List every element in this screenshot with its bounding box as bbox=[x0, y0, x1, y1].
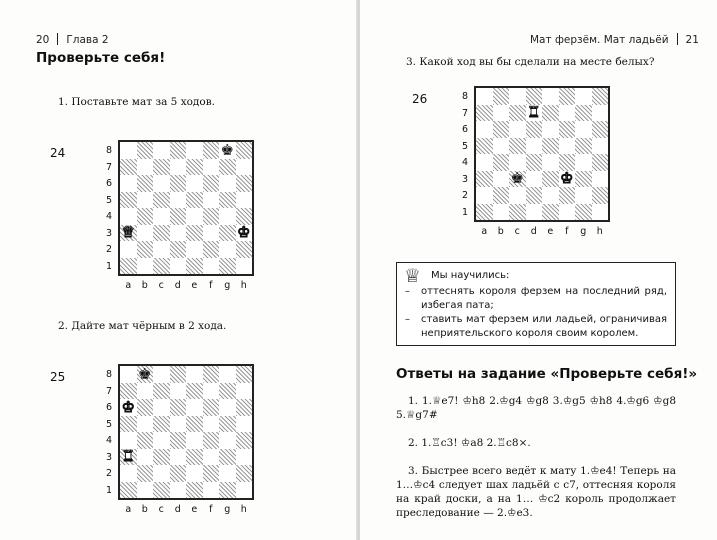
board-square bbox=[153, 225, 170, 242]
board-square bbox=[137, 465, 154, 482]
file-label: h bbox=[596, 226, 603, 237]
white-king-icon: ♚ bbox=[121, 397, 135, 416]
board-square bbox=[153, 482, 170, 499]
left-page bbox=[0, 0, 357, 540]
right-header bbox=[530, 33, 699, 46]
board-square bbox=[137, 258, 154, 275]
rank-label: 7 bbox=[461, 107, 469, 119]
board-square bbox=[236, 175, 253, 192]
board-square bbox=[236, 208, 253, 225]
board-square bbox=[186, 241, 203, 258]
board-square bbox=[120, 465, 137, 482]
file-label: g bbox=[224, 280, 231, 291]
board-square bbox=[509, 138, 526, 155]
board-square bbox=[493, 105, 510, 122]
board-square bbox=[153, 175, 170, 192]
board-square bbox=[170, 366, 187, 383]
learned-item bbox=[405, 313, 667, 340]
board-square bbox=[203, 383, 220, 400]
board-square bbox=[137, 449, 154, 466]
file-label: g bbox=[580, 226, 587, 237]
board-square bbox=[186, 159, 203, 176]
board-square bbox=[153, 383, 170, 400]
board-square bbox=[170, 449, 187, 466]
board-square bbox=[203, 399, 220, 416]
board-square bbox=[153, 142, 170, 159]
board-square bbox=[170, 175, 187, 192]
board-square bbox=[476, 138, 493, 155]
board-square bbox=[575, 88, 592, 105]
white-king-icon: ♚ bbox=[237, 223, 251, 242]
rank-label: 1 bbox=[461, 206, 469, 218]
rank-label: 6 bbox=[461, 124, 469, 135]
file-label: f bbox=[565, 226, 569, 237]
board-square bbox=[236, 416, 253, 433]
board-square bbox=[186, 482, 203, 499]
board-square bbox=[219, 416, 236, 433]
board-square bbox=[219, 482, 236, 499]
board-square bbox=[170, 399, 187, 416]
board-square bbox=[493, 121, 510, 138]
board-square bbox=[592, 121, 609, 138]
board-square bbox=[170, 416, 187, 433]
board-square bbox=[559, 138, 576, 155]
rank-label: 2 bbox=[461, 190, 469, 201]
board-square bbox=[476, 187, 493, 204]
rank-label: 5 bbox=[461, 140, 469, 152]
board-square bbox=[236, 465, 253, 482]
board-square bbox=[559, 121, 576, 138]
board-square bbox=[120, 175, 137, 192]
board-square bbox=[575, 171, 592, 188]
file-label: d bbox=[530, 226, 537, 237]
board-square bbox=[137, 142, 154, 159]
page-number-left: 20 bbox=[36, 34, 50, 46]
file-label: a bbox=[125, 280, 132, 291]
page-number-right: 21 bbox=[685, 34, 699, 46]
board-square bbox=[219, 225, 236, 242]
board-square bbox=[120, 142, 137, 159]
file-label: b bbox=[141, 504, 148, 515]
board-square bbox=[137, 432, 154, 449]
board-square bbox=[559, 187, 576, 204]
board-square bbox=[170, 482, 187, 499]
board-square bbox=[153, 465, 170, 482]
rank-label: 8 bbox=[105, 145, 113, 156]
board-square bbox=[476, 88, 493, 105]
diagram-number-25: 25 bbox=[50, 370, 66, 384]
rank-label: 3 bbox=[461, 173, 469, 185]
board-square bbox=[203, 482, 220, 499]
file-label: d bbox=[174, 280, 181, 291]
board-square bbox=[526, 204, 543, 221]
board-square bbox=[186, 192, 203, 209]
board-square bbox=[509, 154, 526, 171]
board-square bbox=[120, 241, 137, 258]
board-square bbox=[526, 88, 543, 105]
rank-label: 3 bbox=[105, 227, 113, 239]
board-square bbox=[592, 138, 609, 155]
file-label: e bbox=[191, 280, 198, 291]
board-square bbox=[219, 258, 236, 275]
rank-label: 4 bbox=[105, 211, 113, 222]
file-label: b bbox=[497, 226, 504, 237]
board-square bbox=[186, 225, 203, 242]
board-square bbox=[542, 154, 559, 171]
board-square bbox=[203, 416, 220, 433]
board-square bbox=[203, 225, 220, 242]
white-rook-icon: ♜ bbox=[121, 447, 135, 466]
board-square bbox=[236, 449, 253, 466]
rank-label: 2 bbox=[105, 468, 113, 479]
file-label: f bbox=[209, 504, 213, 515]
learned-box bbox=[396, 262, 676, 346]
board-square bbox=[186, 383, 203, 400]
board-square bbox=[219, 399, 236, 416]
board-square bbox=[137, 225, 154, 242]
white-king-icon: ♚ bbox=[560, 169, 574, 188]
rank-label: 5 bbox=[105, 194, 113, 206]
rank-label: 4 bbox=[461, 157, 469, 168]
right-page bbox=[360, 0, 717, 540]
board-square bbox=[476, 204, 493, 221]
board-square bbox=[137, 175, 154, 192]
section-title: Проверьте себя! bbox=[36, 50, 166, 66]
diagram-number-24: 24 bbox=[50, 146, 66, 160]
board-square bbox=[153, 399, 170, 416]
board-square bbox=[559, 204, 576, 221]
board-square bbox=[592, 204, 609, 221]
board-square bbox=[509, 88, 526, 105]
rank-label: 7 bbox=[105, 385, 113, 397]
board-square bbox=[219, 383, 236, 400]
answer-text: 2. 1.♖c3! ♔a8 2.♖c8×. bbox=[408, 437, 531, 449]
board-square bbox=[526, 121, 543, 138]
board-square bbox=[476, 121, 493, 138]
board-square bbox=[542, 105, 559, 122]
board-square bbox=[476, 154, 493, 171]
board-square bbox=[153, 159, 170, 176]
board-square bbox=[592, 154, 609, 171]
board-square bbox=[203, 258, 220, 275]
board-square bbox=[203, 159, 220, 176]
learned-item bbox=[405, 285, 667, 312]
board-square bbox=[203, 142, 220, 159]
header-divider bbox=[677, 33, 678, 45]
rank-label: 8 bbox=[461, 91, 469, 102]
chapter-label: Глава 2 bbox=[66, 34, 109, 46]
board-square bbox=[203, 432, 220, 449]
board-square bbox=[170, 241, 187, 258]
board-square bbox=[526, 154, 543, 171]
task-1: 1. Поставьте мат за 5 ходов. bbox=[58, 96, 215, 108]
white-rook-icon: ♜ bbox=[527, 103, 541, 122]
board-square bbox=[219, 241, 236, 258]
board-square bbox=[575, 138, 592, 155]
board-square bbox=[137, 399, 154, 416]
board-square bbox=[542, 138, 559, 155]
board-square bbox=[137, 383, 154, 400]
board-square bbox=[509, 121, 526, 138]
chessboard bbox=[118, 364, 254, 500]
board-square bbox=[219, 432, 236, 449]
board-square bbox=[120, 383, 137, 400]
answer-text: 3. Быстрее всего ведёт к мату 1.♔e4! Теперь на 1…♔c4 следует шах ладьёй с c7, оттесняя короля на край доски, а на 1… ♔c2 король продолжает преследование — 2.♔e3. bbox=[396, 465, 676, 519]
board-square bbox=[170, 258, 187, 275]
board-square bbox=[575, 121, 592, 138]
file-label: c bbox=[158, 504, 164, 515]
chessboard bbox=[118, 140, 254, 276]
board-square bbox=[219, 208, 236, 225]
board-square bbox=[236, 482, 253, 499]
rank-label: 5 bbox=[105, 418, 113, 430]
board-square bbox=[575, 154, 592, 171]
board-square bbox=[493, 88, 510, 105]
board-square bbox=[186, 416, 203, 433]
learned-item-text: ставить мат ферзем или ладьей, ограничивая неприятельского короля своим королем. bbox=[421, 314, 667, 339]
board-square bbox=[542, 187, 559, 204]
board-square bbox=[559, 88, 576, 105]
board-square bbox=[153, 258, 170, 275]
board-square bbox=[203, 449, 220, 466]
rank-label: 1 bbox=[105, 260, 113, 272]
board-square bbox=[170, 192, 187, 209]
file-label: e bbox=[191, 504, 198, 515]
board-square bbox=[592, 171, 609, 188]
rank-label: 6 bbox=[105, 178, 113, 189]
rank-label: 3 bbox=[105, 451, 113, 463]
board-square bbox=[476, 171, 493, 188]
board-square bbox=[186, 208, 203, 225]
board-square bbox=[170, 159, 187, 176]
board-square bbox=[120, 159, 137, 176]
board-square bbox=[542, 88, 559, 105]
board-square bbox=[575, 204, 592, 221]
board-square bbox=[476, 105, 493, 122]
answer-text: 1. 1.♕e7! ♔h8 2.♔g4 ♔g8 3.♔g5 ♔h8 4.♔g6 ♔g8 5.♕g7# bbox=[396, 395, 676, 421]
black-king-icon: ♚ bbox=[220, 140, 234, 159]
file-label: e bbox=[547, 226, 554, 237]
board-square bbox=[120, 482, 137, 499]
board-square bbox=[509, 204, 526, 221]
board-square bbox=[493, 187, 510, 204]
answer-2 bbox=[396, 436, 676, 450]
board-square bbox=[186, 366, 203, 383]
board-square bbox=[236, 383, 253, 400]
board-square bbox=[219, 192, 236, 209]
board-square bbox=[120, 366, 137, 383]
rank-label: 6 bbox=[105, 402, 113, 413]
file-label: h bbox=[240, 504, 247, 515]
file-label: g bbox=[224, 504, 231, 515]
board-square bbox=[120, 258, 137, 275]
board-square bbox=[186, 258, 203, 275]
chess-diagram-24 bbox=[104, 140, 264, 290]
board-square bbox=[236, 258, 253, 275]
board-square bbox=[203, 208, 220, 225]
rank-label: 7 bbox=[105, 161, 113, 173]
answer-1 bbox=[396, 394, 676, 422]
chess-diagram-26 bbox=[460, 86, 620, 236]
board-square bbox=[153, 241, 170, 258]
board-square bbox=[120, 432, 137, 449]
board-square bbox=[236, 192, 253, 209]
board-square bbox=[236, 366, 253, 383]
black-king-icon: ♚ bbox=[510, 169, 524, 188]
board-square bbox=[153, 192, 170, 209]
board-square bbox=[542, 171, 559, 188]
board-square bbox=[493, 171, 510, 188]
board-square bbox=[203, 192, 220, 209]
task-2: 2. Дайте мат чёрным в 2 хода. bbox=[58, 320, 227, 332]
black-king-icon: ♚ bbox=[138, 364, 152, 383]
board-square bbox=[120, 192, 137, 209]
board-square bbox=[219, 175, 236, 192]
board-square bbox=[592, 187, 609, 204]
file-label: c bbox=[514, 226, 520, 237]
rank-label: 1 bbox=[105, 484, 113, 496]
board-square bbox=[153, 208, 170, 225]
learned-item-dash: – bbox=[405, 286, 410, 297]
rank-label: 2 bbox=[105, 244, 113, 255]
board-square bbox=[493, 138, 510, 155]
running-title: Мат ферзём. Мат ладьёй bbox=[530, 34, 669, 46]
answer-3 bbox=[396, 464, 676, 520]
board-square bbox=[203, 241, 220, 258]
board-square bbox=[137, 208, 154, 225]
board-square bbox=[236, 159, 253, 176]
board-square bbox=[219, 159, 236, 176]
board-square bbox=[120, 416, 137, 433]
board-square bbox=[170, 142, 187, 159]
board-square bbox=[120, 208, 137, 225]
board-square bbox=[153, 432, 170, 449]
board-square bbox=[526, 187, 543, 204]
board-square bbox=[186, 175, 203, 192]
answers-title: Ответы на задание «Проверьте себя!» bbox=[396, 366, 698, 382]
file-label: c bbox=[158, 280, 164, 291]
board-square bbox=[203, 465, 220, 482]
board-square bbox=[170, 383, 187, 400]
board-square bbox=[203, 175, 220, 192]
board-square bbox=[559, 105, 576, 122]
board-square bbox=[509, 105, 526, 122]
left-header bbox=[36, 33, 109, 46]
learned-item-dash: – bbox=[405, 314, 410, 325]
diagram-number-26: 26 bbox=[412, 92, 428, 106]
chessboard bbox=[474, 86, 610, 222]
board-square bbox=[575, 105, 592, 122]
board-square bbox=[170, 465, 187, 482]
learned-title: Мы научились: bbox=[431, 270, 510, 281]
board-square bbox=[542, 121, 559, 138]
board-square bbox=[170, 225, 187, 242]
board-square bbox=[137, 159, 154, 176]
board-square bbox=[170, 208, 187, 225]
board-square bbox=[542, 204, 559, 221]
board-square bbox=[236, 432, 253, 449]
header-divider bbox=[57, 33, 58, 45]
file-label: f bbox=[209, 280, 213, 291]
file-label: a bbox=[481, 226, 488, 237]
board-square bbox=[153, 416, 170, 433]
queen-icon: ♕ bbox=[404, 265, 422, 287]
learned-item-text: оттеснять короля ферзем на последний ряд, избегая пата; bbox=[421, 286, 667, 311]
board-square bbox=[137, 241, 154, 258]
board-square bbox=[526, 171, 543, 188]
board-square bbox=[137, 192, 154, 209]
board-square bbox=[186, 432, 203, 449]
board-square bbox=[137, 482, 154, 499]
board-square bbox=[236, 142, 253, 159]
board-square bbox=[186, 449, 203, 466]
file-label: b bbox=[141, 280, 148, 291]
rank-label: 4 bbox=[105, 435, 113, 446]
board-square bbox=[575, 187, 592, 204]
board-square bbox=[170, 432, 187, 449]
board-square bbox=[186, 142, 203, 159]
file-label: h bbox=[240, 280, 247, 291]
file-label: a bbox=[125, 504, 132, 515]
board-square bbox=[219, 449, 236, 466]
board-square bbox=[186, 399, 203, 416]
file-label: d bbox=[174, 504, 181, 515]
board-square bbox=[559, 154, 576, 171]
board-square bbox=[203, 366, 220, 383]
board-square bbox=[236, 241, 253, 258]
chess-diagram-25 bbox=[104, 364, 264, 514]
board-square bbox=[153, 366, 170, 383]
white-queen-icon: ♛ bbox=[121, 223, 135, 242]
board-square bbox=[219, 366, 236, 383]
board-square bbox=[186, 465, 203, 482]
board-square bbox=[592, 105, 609, 122]
board-square bbox=[509, 187, 526, 204]
task-3: 3. Какой ход вы бы сделали на месте белых? bbox=[406, 56, 655, 68]
board-square bbox=[592, 88, 609, 105]
board-square bbox=[219, 465, 236, 482]
board-square bbox=[493, 154, 510, 171]
rank-label: 8 bbox=[105, 369, 113, 380]
board-square bbox=[153, 449, 170, 466]
board-square bbox=[137, 416, 154, 433]
board-square bbox=[493, 204, 510, 221]
board-square bbox=[526, 138, 543, 155]
board-square bbox=[236, 399, 253, 416]
